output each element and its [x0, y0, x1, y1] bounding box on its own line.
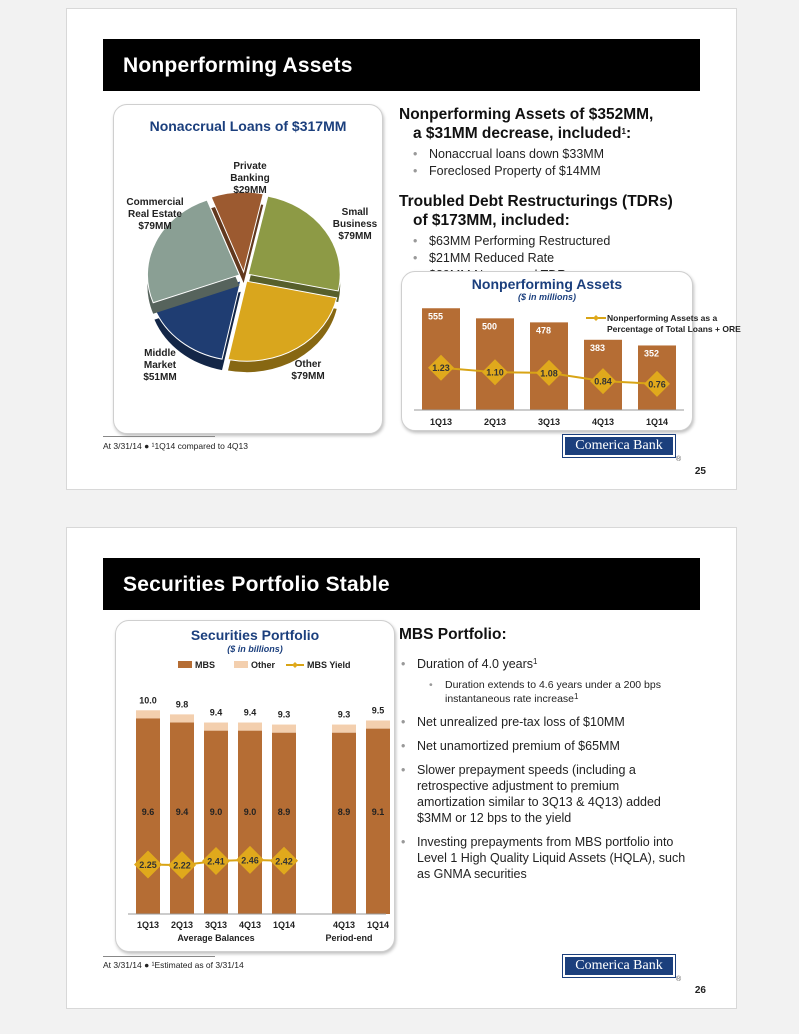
npa-bar-label: 352: [644, 348, 660, 359]
mbs-bullet: • Net unrealized pre-tax loss of $10MM: [399, 714, 689, 730]
slide-26: [66, 527, 737, 1009]
npa-text-block: [399, 105, 709, 284]
group-label-average: Average Balances: [177, 933, 255, 943]
legend-text-mbs: MBS: [195, 660, 215, 670]
mbs-heading: MBS Portfolio:: [399, 626, 507, 643]
slide-title: Nonperforming Assets: [123, 54, 353, 77]
mbs-value-label: 9.0: [243, 807, 257, 817]
group-label-period-end: Period-end: [325, 933, 373, 943]
legend-text-yield: MBS Yield: [307, 660, 351, 670]
npa-heading-text: a $31MM decrease, included: [413, 125, 622, 142]
pie-label-amount: $51MM: [143, 372, 177, 383]
bullet-text: Duration of 4.0 years: [417, 657, 534, 671]
legend-text-other: Other: [251, 660, 276, 670]
tdr-bullet: • $63MM Performing Restructured: [413, 233, 709, 250]
pie-label-amount: $79MM: [291, 371, 325, 382]
other-bar-segment: [136, 710, 160, 718]
securities-chart-title: Securities Portfolio: [190, 627, 320, 643]
npa-legend-text: Percentage of Total Loans + ORE: [607, 324, 741, 334]
mbs-bar-segment: [332, 733, 356, 914]
npa-ratio-label: 0.76: [648, 379, 666, 390]
mbs-bar-segment: [366, 729, 390, 914]
mbs-bullet-duration: [399, 656, 689, 706]
mbs-bar-segment: [272, 733, 296, 914]
npa-x-tick: 1Q14: [645, 417, 669, 427]
other-bar-segment: [204, 723, 228, 731]
legend-swatch-other: [234, 661, 248, 668]
npa-legend-text: Nonperforming Assets as a: [607, 313, 718, 323]
total-label: 9.8: [175, 699, 189, 710]
pie-label-line: Business: [332, 219, 378, 230]
registered-mark: ®: [676, 976, 682, 983]
npa-x-tick: 2Q13: [483, 417, 507, 427]
npa-legend-marker: [593, 315, 599, 321]
npa-bullet: • Foreclosed Property of $14MM: [413, 163, 709, 180]
tdr-heading-line2: of $173MM, included:: [413, 212, 570, 229]
pie-title: Nonaccrual Loans of $317MM: [149, 118, 347, 134]
x-tick-label: 3Q13: [204, 920, 228, 930]
mbs-sub-bullet: [417, 678, 689, 706]
securities-chart-subtitle: ($ in billions): [227, 644, 283, 654]
footnote-rule: [103, 956, 215, 957]
npa-ratio-label: 1.10: [486, 367, 504, 378]
securities-bar-chart: [116, 621, 394, 951]
slide-title-bar: [103, 558, 700, 610]
mbs-value-label: 9.6: [141, 807, 155, 817]
pie-label-line: Other: [294, 359, 322, 370]
pie-label-small-business: [327, 207, 383, 243]
securities-chart-panel: [115, 620, 395, 952]
npa-x-tick: 3Q13: [537, 417, 561, 427]
mbs-yield-label: 2.22: [173, 860, 191, 871]
registered-mark: ®: [676, 456, 682, 463]
npa-chart-panel: [401, 271, 741, 431]
footnote-mark: 1: [621, 127, 626, 136]
mbs-yield-label: 2.25: [139, 860, 157, 870]
npa-bullets: [399, 146, 709, 180]
x-tick-label: 2Q13: [170, 920, 194, 930]
npa-bar-chart: [402, 272, 741, 430]
npa-x-tick: 1Q13: [429, 417, 453, 427]
npa-ratio-label: 1.08: [540, 368, 558, 379]
total-label: 10.0: [139, 695, 157, 706]
bullet-text: Duration extends to 4.6 years under a 200 bps instantaneous rate increase: [445, 679, 661, 705]
npa-ratio-label: 0.84: [594, 376, 612, 387]
page-number: 26: [694, 985, 706, 996]
tdr-heading-line1: Troubled Debt Restructurings (TDRs): [399, 193, 673, 210]
mbs-yield-label: 2.42: [275, 856, 293, 867]
pie-label-amount: $29MM: [233, 185, 267, 196]
mbs-value-label: 8.9: [277, 807, 291, 817]
pie-label-amount: $79MM: [338, 231, 372, 242]
mbs-text-block: [399, 625, 689, 890]
total-label: 9.4: [209, 707, 223, 718]
npa-heading-colon: :: [625, 125, 632, 142]
comerica-logo: Comerica Bank: [562, 434, 676, 458]
slide-25: [66, 8, 741, 490]
footnote: At 3/31/14 ● ¹Estimated as of 3/31/14: [103, 960, 244, 970]
pie-label-line: Real Estate: [128, 209, 182, 220]
npa-bar-label: 478: [536, 325, 552, 336]
npa-bar-label: 500: [482, 321, 498, 332]
pie-label-line: Market: [143, 360, 177, 371]
npa-chart-subtitle: ($ in millions): [517, 292, 576, 302]
x-tick-label: 4Q13: [332, 920, 356, 930]
mbs-bullet: • Net unamortized premium of $65MM: [399, 738, 689, 754]
footnote-mark: 1: [574, 692, 579, 701]
footnote-mark: 1: [533, 657, 538, 666]
total-label: 9.4: [243, 707, 257, 718]
footnote: At 3/31/14 ● ¹1Q14 compared to 4Q13: [103, 441, 248, 451]
legend-marker-yield: [292, 662, 298, 668]
pie-label-amount: $79MM: [138, 221, 172, 232]
page-number: 25: [694, 466, 706, 477]
npa-ratio-label: 1.23: [432, 363, 450, 374]
mbs-value-label: 9.1: [371, 807, 385, 817]
mbs-bullet: • Investing prepayments from MBS portfolio into Level 1 High Quality Liquid Assets (HQLA), such as GNMA securities: [399, 834, 689, 882]
mbs-bullet: • Slower prepayment speeds (including a retrospective adjustment to premium amortization similar to 3Q13 & 4Q13) added $3MM or 12 bps to the yield: [399, 762, 689, 826]
x-tick-label: 1Q13: [136, 920, 160, 930]
tdr-heading: [399, 192, 709, 230]
mbs-bullets: [399, 656, 689, 882]
npa-heading: [399, 105, 709, 143]
comerica-logo: Comerica Bank: [562, 954, 676, 978]
mbs-value-label: 9.4: [175, 807, 189, 817]
pie-label-commercial-real-estate: [120, 197, 190, 233]
legend-swatch-mbs: [178, 661, 192, 668]
total-label: 9.5: [371, 705, 385, 716]
mbs-bar-segment: [204, 731, 228, 914]
mbs-yield-label: 2.46: [241, 855, 259, 866]
slide-title-bar: [103, 39, 700, 91]
mbs-sub-bullets: [417, 678, 689, 706]
other-bar-segment: [366, 720, 390, 728]
x-tick-label: 1Q14: [272, 920, 296, 930]
npa-chart-title: Nonperforming Assets: [471, 276, 623, 292]
npa-heading-line1: Nonperforming Assets of $352MM,: [399, 106, 654, 123]
footnote-rule: [103, 436, 215, 437]
mbs-bar-segment: [170, 723, 194, 914]
nonaccrual-pie-panel: [113, 104, 383, 434]
mbs-bar-segment: [238, 731, 262, 914]
npa-x-tick: 4Q13: [591, 417, 615, 427]
pie-label-other: [278, 359, 338, 383]
slide-title: Securities Portfolio Stable: [123, 573, 390, 596]
total-label: 9.3: [277, 709, 291, 720]
npa-bar-label: 383: [590, 342, 606, 353]
other-bar-segment: [272, 725, 296, 733]
mbs-value-label: 8.9: [337, 807, 351, 817]
total-label: 9.3: [337, 709, 351, 720]
pie-label-line: Middle: [144, 348, 176, 359]
other-bar-segment: [332, 725, 356, 733]
other-bar-segment: [238, 723, 262, 731]
pie-label-private-banking: [220, 161, 280, 197]
pie-label-middle-market: [130, 348, 190, 384]
npa-bar-label: 555: [428, 311, 444, 322]
npa-heading-line2: [399, 124, 709, 143]
tdr-bullet: • $21MM Reduced Rate: [413, 250, 709, 267]
x-tick-label: 1Q14: [366, 920, 390, 930]
pie-label-line: Private: [233, 161, 267, 172]
pie-label-line: Small: [341, 207, 369, 218]
mbs-yield-label: 2.41: [207, 856, 225, 867]
npa-bullet: • Nonaccrual loans down $33MM: [413, 146, 709, 163]
mbs-value-label: 9.0: [209, 807, 223, 817]
other-bar-segment: [170, 714, 194, 722]
x-tick-label: 4Q13: [238, 920, 262, 930]
pie-label-line: Commercial: [126, 197, 184, 208]
pie-label-line: Banking: [230, 173, 270, 184]
